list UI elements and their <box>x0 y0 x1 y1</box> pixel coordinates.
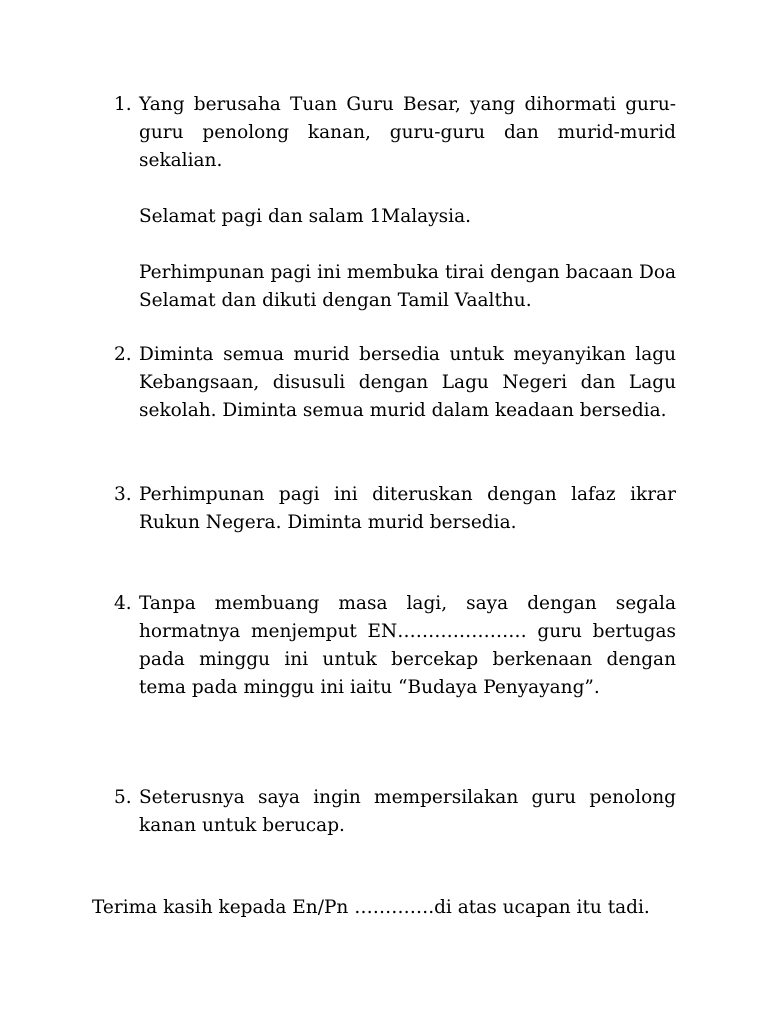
pledge-paragraph: Perhimpunan pagi ini diteruskan dengan lafaz ikrar Rukun Negera. Diminta murid bersedia. <box>139 484 676 533</box>
list-item-body <box>139 341 676 425</box>
list-item-4 <box>114 590 676 702</box>
salutation-paragraph: Selamat pagi dan salam 1Malaysia. <box>139 206 471 227</box>
closing-paragraph: Terima kasih kepada En/Pn ………….di atas ucapan itu tadi. <box>92 897 650 918</box>
list-item-number: 1. <box>114 94 132 115</box>
list-item-5 <box>114 784 676 840</box>
list-item-body <box>139 481 676 537</box>
opening-paragraph: Perhimpunan pagi ini membuka tirai dengan bacaan Doa Selamat dan dikuti dengan Tamil Vaalthu. <box>139 262 676 311</box>
speech-invitation-paragraph: Tanpa membuang masa lagi, saya dengan segala hormatnya menjemput EN………………… guru bertugas pada minggu ini untuk bercekap berkenaan dengan tema pada minggu ini iaitu “Budaya Penyayang”. <box>139 593 676 698</box>
list-item-number: 3. <box>114 484 132 505</box>
list-item-3 <box>114 481 676 537</box>
list-item-number: 4. <box>114 593 132 614</box>
list-item-1 <box>114 91 676 315</box>
list-item-number: 2. <box>114 344 132 365</box>
greeting-paragraph: Yang berusaha Tuan Guru Besar, yang dihormati guru-guru penolong kanan, guru-guru dan murid-murid sekalian. <box>139 94 676 171</box>
list-item-2 <box>114 341 676 425</box>
list-item-number: 5. <box>114 787 132 808</box>
list-item-body <box>139 590 676 702</box>
anthem-paragraph: Diminta semua murid bersedia untuk meyanyikan lagu Kebangsaan, disusuli dengan Lagu Negeri dan Lagu sekolah. Diminta semua murid dalam keadaan bersedia. <box>139 344 676 421</box>
list-item-body <box>139 784 676 840</box>
list-item-body <box>139 91 676 315</box>
next-speaker-paragraph: Seterusnya saya ingin mempersilakan guru penolong kanan untuk berucap. <box>139 787 676 836</box>
